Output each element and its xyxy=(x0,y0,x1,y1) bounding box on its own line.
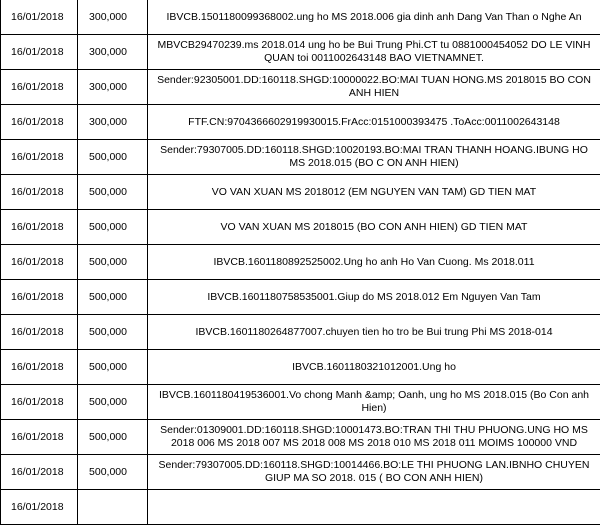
date-cell: 16/01/2018 xyxy=(1,490,78,525)
table-row xyxy=(1,420,600,455)
table-row xyxy=(1,315,600,350)
amount-cell: 500,000 xyxy=(78,175,148,210)
table-row xyxy=(1,455,600,490)
amount-cell: 500,000 xyxy=(78,420,148,455)
table-row xyxy=(1,175,600,210)
amount-cell: 300,000 xyxy=(78,70,148,105)
amount-cell: 500,000 xyxy=(78,140,148,175)
amount-cell: 300,000 xyxy=(78,35,148,70)
description-cell: FTF.CN:9704366602919930015.FrAcc:0151000393475 .ToAcc:0011002643148 xyxy=(148,105,600,140)
description-cell: IBVCB.1601180321012001.Ung ho xyxy=(148,350,600,385)
description-cell: MBVCB29470239.ms 2018.014 ung ho be Bui Trung Phi.CT tu 0881000454052 DO LE VINH QUAN toi 0011002643148 BAO VIETNAMNET. xyxy=(148,35,600,70)
date-cell: 16/01/2018 xyxy=(1,280,78,315)
date-cell: 16/01/2018 xyxy=(1,0,78,35)
amount-cell: 500,000 xyxy=(78,210,148,245)
amount-cell: 500,000 xyxy=(78,245,148,280)
table-row xyxy=(1,105,600,140)
amount-cell xyxy=(78,490,148,525)
transaction-rows xyxy=(1,0,600,525)
date-cell: 16/01/2018 xyxy=(1,455,78,490)
amount-cell: 300,000 xyxy=(78,0,148,35)
description-cell: IBVCB.1601180419536001.Vo chong Manh &amp; Oanh, ung ho MS 2018.015 (Bo Con anh Hien) xyxy=(148,385,600,420)
description-cell: IBVCB.1501180099368002.ung ho MS 2018.006 gia dinh anh Dang Van Than o Nghe An xyxy=(148,0,600,35)
table-row xyxy=(1,350,600,385)
table-row xyxy=(1,490,600,525)
date-cell: 16/01/2018 xyxy=(1,175,78,210)
date-cell: 16/01/2018 xyxy=(1,420,78,455)
table-row xyxy=(1,385,600,420)
description-cell: Sender:01309001.DD:160118.SHGD:10001473.BO:TRAN THI THU PHUONG.UNG HO MS 2018 006 MS 2018 007 MS 2018 008 MS 2018 010 MS 2018 011 MOIMS 100000 VND xyxy=(148,420,600,455)
date-cell: 16/01/2018 xyxy=(1,245,78,280)
amount-cell: 500,000 xyxy=(78,455,148,490)
description-cell: VO VAN XUAN MS 2018015 (BO CON ANH HIEN) GD TIEN MAT xyxy=(148,210,600,245)
table-row xyxy=(1,280,600,315)
amount-cell: 300,000 xyxy=(78,105,148,140)
date-cell: 16/01/2018 xyxy=(1,70,78,105)
date-cell: 16/01/2018 xyxy=(1,105,78,140)
table-row xyxy=(1,0,600,35)
date-cell: 16/01/2018 xyxy=(1,385,78,420)
description-cell: Sender:92305001.DD:160118.SHGD:10000022.BO:MAI TUAN HONG.MS 2018015 BO CON ANH HIEN xyxy=(148,70,600,105)
table-row xyxy=(1,245,600,280)
table-row xyxy=(1,35,600,70)
table-row xyxy=(1,70,600,105)
table-row xyxy=(1,210,600,245)
description-cell: Sender:79307005.DD:160118.SHGD:10020193.BO:MAI TRAN THANH HOANG.IBUNG HO MS 2018.015 (BO C ON ANH HIEN) xyxy=(148,140,600,175)
amount-cell: 500,000 xyxy=(78,280,148,315)
amount-cell: 500,000 xyxy=(78,350,148,385)
description-cell: IBVCB.1601180264877007.chuyen tien ho tro be Bui trung Phi MS 2018-014 xyxy=(148,315,600,350)
table-row xyxy=(1,140,600,175)
date-cell: 16/01/2018 xyxy=(1,210,78,245)
amount-cell: 500,000 xyxy=(78,385,148,420)
description-cell: IBVCB.1601180758535001.Giup do MS 2018.012 Em Nguyen Van Tam xyxy=(148,280,600,315)
description-cell xyxy=(148,490,600,525)
date-cell: 16/01/2018 xyxy=(1,35,78,70)
amount-cell: 500,000 xyxy=(78,315,148,350)
description-cell: IBVCB.1601180892525002.Ung ho anh Ho Van Cuong. Ms 2018.011 xyxy=(148,245,600,280)
date-cell: 16/01/2018 xyxy=(1,140,78,175)
date-cell: 16/01/2018 xyxy=(1,315,78,350)
description-cell: Sender:79307005.DD:160118.SHGD:10014466.BO:LE THI PHUONG LAN.IBNHO CHUYEN GIUP MA SO 2018. 015 ( BO CON ANH HIEN) xyxy=(148,455,600,490)
date-cell: 16/01/2018 xyxy=(1,350,78,385)
description-cell: VO VAN XUAN MS 2018012 (EM NGUYEN VAN TAM) GD TIEN MAT xyxy=(148,175,600,210)
